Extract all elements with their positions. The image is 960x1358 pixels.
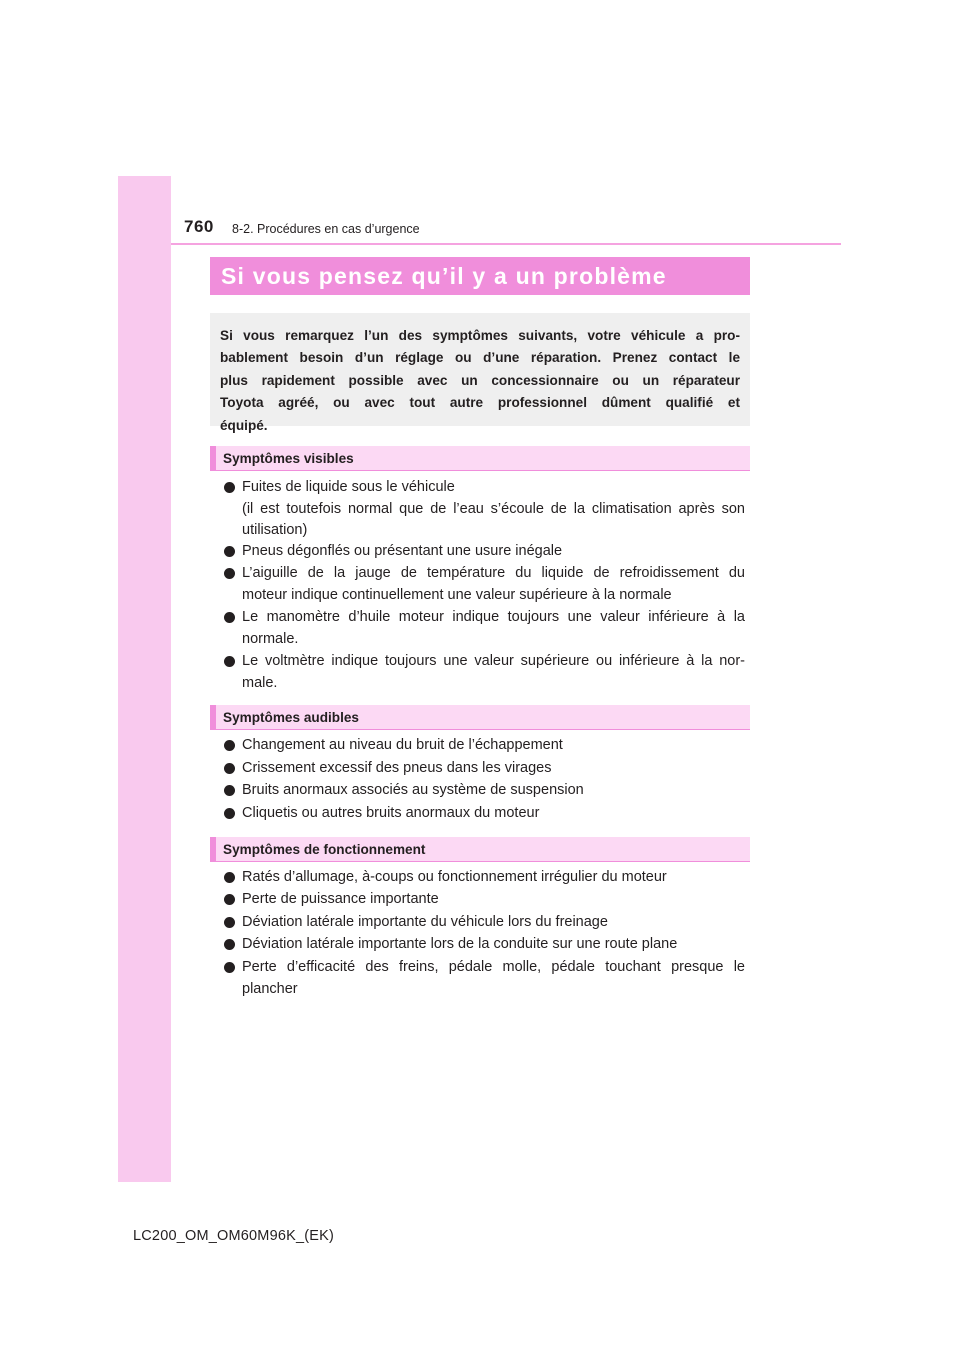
list-item-text: Crissement excessif des pneus dans les virages [242, 760, 552, 776]
list-item-text: Le voltmètre indique toujours une valeur supérieure ou inférieure à la nor- [242, 653, 745, 669]
list-item-text: Perte de puissance importante [242, 891, 439, 907]
bullet-icon [224, 785, 235, 796]
list-item-text: Le manomètre d’huile moteur indique toujours une valeur inférieure à la [242, 609, 745, 625]
list-item-text: Déviation latérale importante du véhicule lors du freinage [242, 914, 608, 930]
section-heading-visible: Symptômes visibles [210, 446, 750, 471]
side-tab-band [118, 176, 171, 1182]
list-item-text: Bruits anormaux associés au système de suspension [242, 782, 584, 798]
intro-line: équipé. [220, 417, 268, 433]
list-item-text: moteur indique continuellement une valeur supérieure à la normale [242, 586, 672, 603]
intro-line: bablement besoin d’un réglage ou d’une réparation. Prenez contact le [220, 350, 740, 366]
list-item-text: Pneus dégonflés ou présentant une usure inégale [242, 543, 563, 559]
list-item-text: Fuites de liquide sous le véhicule [242, 479, 455, 495]
list-item-text: (il est toutefois normal que de l’eau s’écoule de la climatisation après son [242, 500, 745, 517]
bullet-icon [224, 872, 235, 883]
page-number: 760 [184, 217, 214, 236]
list-item-text: plancher [242, 980, 298, 997]
bullet-icon [224, 939, 235, 950]
bullet-icon [224, 546, 235, 557]
bullet-icon [224, 808, 235, 819]
intro-line: Si vous remarquez l’un des symptômes suivants, votre véhicule a pro- [220, 328, 740, 343]
intro-line: plus rapidement possible avec un concessionnaire ou un réparateur [220, 372, 740, 388]
section-heading-operation: Symptômes de fonctionnement [210, 837, 750, 862]
list-item-text: Perte d’efficacité des freins, pédale molle, pédale touchant presque le [242, 959, 745, 975]
list-item-text: male. [242, 674, 278, 691]
footer-doc-code: LC200_OM_OM60M96K_(EK) [133, 1228, 335, 1244]
header-divider [171, 243, 841, 245]
bullet-icon [224, 740, 235, 751]
bullet-icon [224, 656, 235, 667]
list-item-text: Déviation latérale importante lors de la conduite sur une route plane [242, 936, 678, 952]
list-item-text: Ratés d’allumage, à-coups ou fonctionnement irrégulier du moteur [242, 869, 667, 885]
page-title: Si vous pensez qu’il y a un problème [210, 257, 750, 295]
list-item-text: L’aiguille de la jauge de température du liquide de refroidissement du [242, 565, 745, 581]
bullet-icon [224, 482, 235, 493]
section-reference: 8-2. Procédures en cas d’urgence [232, 222, 420, 236]
bullet-icon [224, 962, 235, 973]
bullet-icon [224, 612, 235, 623]
bullet-icon [224, 568, 235, 579]
intro-line: Toyota agréé, ou avec tout autre professionnel dûment qualifié et [220, 395, 740, 411]
bullet-icon [224, 894, 235, 905]
intro-box [210, 313, 750, 433]
list-item-text: utilisation) [242, 522, 308, 538]
section-heading-audible: Symptômes audibles [210, 705, 750, 730]
bullet-icon [224, 763, 235, 774]
bullet-icon [224, 917, 235, 928]
list-item-text: Cliquetis ou autres bruits anormaux du moteur [242, 805, 540, 821]
list-item-text: Changement au niveau du bruit de l’échappement [242, 737, 563, 753]
list-item-text: normale. [242, 630, 299, 647]
